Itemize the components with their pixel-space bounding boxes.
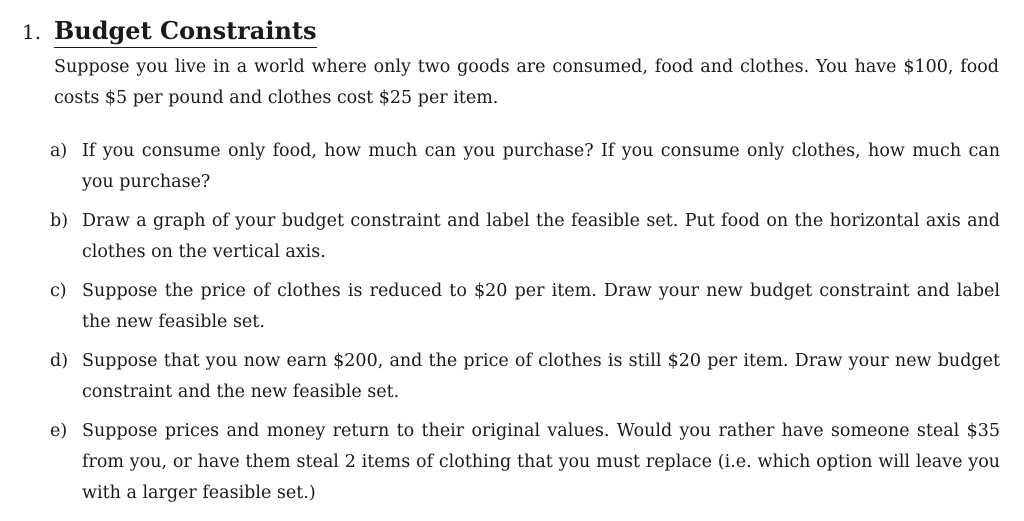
question-e	[50, 416, 1000, 509]
question-b	[50, 206, 1000, 268]
question-a	[50, 136, 1000, 198]
question-marker: d)	[50, 351, 69, 371]
section-title: Budget Constraints	[54, 16, 317, 48]
question-c	[50, 276, 1000, 338]
question-d	[50, 346, 1000, 408]
question-list	[50, 136, 1000, 517]
section-intro: Suppose you live in a world where only two goods are consumed, food and clothes. You have $100, food costs $5 per pound and clothes cost $25 per item.	[54, 57, 999, 108]
question-marker: e)	[50, 421, 68, 441]
question-text: Suppose prices and money return to their original values. Would you rather have someone steal $35 from you, or have them steal 2 items of clothing that you must replace (i.e. which option will leave you with a larger feasible set.)	[82, 421, 1000, 503]
question-text: Suppose that you now earn $200, and the price of clothes is still $20 per item. Draw your new budget constraint and the new feasible set.	[82, 351, 1000, 402]
question-text: Suppose the price of clothes is reduced to $20 per item. Draw your new budget constraint and label the new feasible set.	[82, 281, 1000, 332]
section-heading	[22, 16, 317, 48]
question-text: Draw a graph of your budget constraint and label the feasible set. Put food on the horizontal axis and clothes on the vertical axis.	[82, 211, 1000, 262]
section-number: 1.	[22, 20, 42, 44]
question-marker: c)	[50, 281, 67, 301]
question-text: If you consume only food, how much can you purchase? If you consume only clothes, how much can you purchase?	[82, 141, 1000, 192]
question-marker: a)	[50, 141, 68, 161]
question-marker: b)	[50, 211, 69, 231]
